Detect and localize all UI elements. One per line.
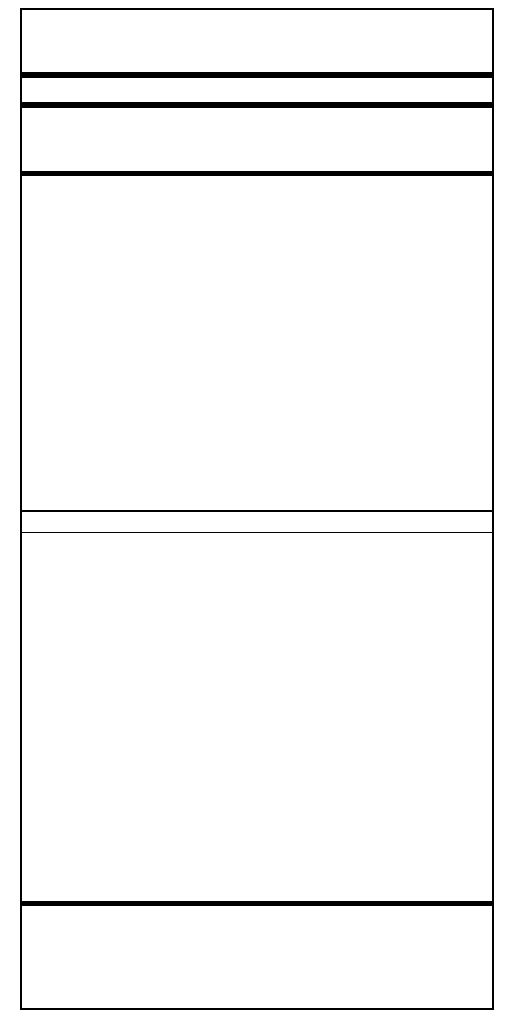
- divider-thick-mid: [22, 171, 492, 176]
- supplement-facts-panel: [20, 8, 494, 1010]
- divider-thick-header: [22, 102, 492, 108]
- divider-blend-bottom: [22, 532, 492, 533]
- other-ingredients: [501, 2, 525, 1012]
- divider-thick-bottom: [22, 901, 492, 906]
- divider-thick-top: [22, 72, 492, 78]
- proprietary-blend-row: [28, 511, 486, 531]
